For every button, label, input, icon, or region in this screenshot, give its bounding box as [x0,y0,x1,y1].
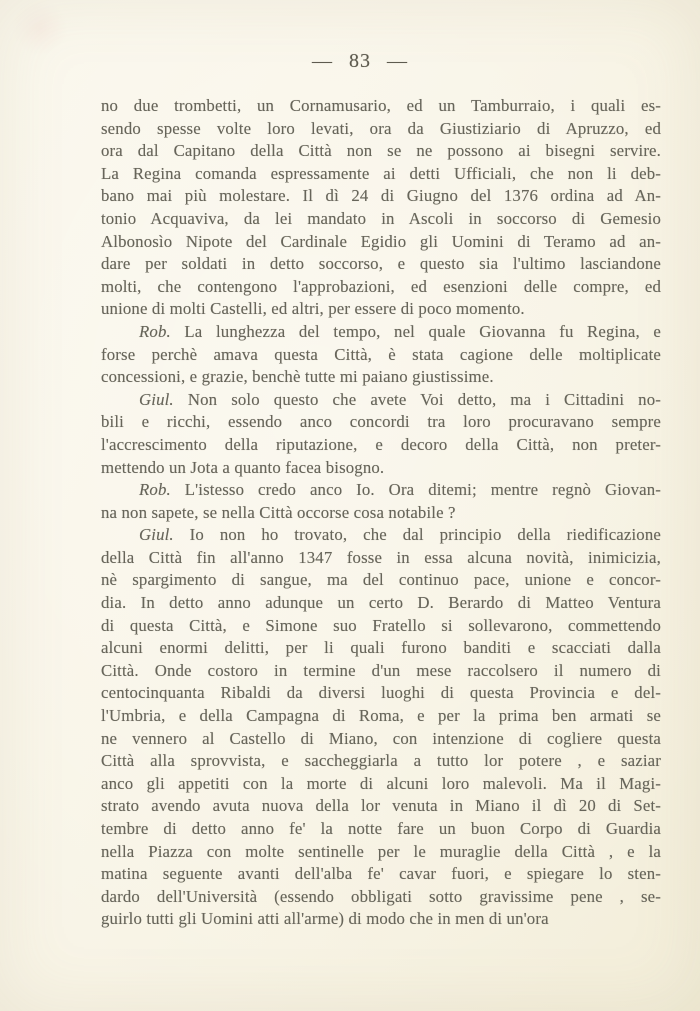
text-line: dia. In detto anno adunque un certo D. Berardo di Matteo Ventura [101,593,661,613]
text-line: Rob. L'istesso credo anco Io. Ora ditemi; mentre regnò Giovan- [139,480,661,500]
text-line: concessioni, e grazie, benchè tutte mi paiano giustissime. [101,367,494,387]
text-line: tembre di detto anno fe' la notte fare un buon Corpo di Guardia [101,819,661,838]
speaker-label: Rob. [139,480,171,500]
text-line: ora dal Capitano della Città non se ne possono ai bisegni servire. [101,141,661,161]
text-line: matina seguente avanti dell'alba fe' cavar fuori, e spiegare lo sten- [101,864,661,884]
text-line: Albonosìo Nipote del Cardinale Egidio gli Uomini di Teramo ad an- [101,231,661,251]
text-line: nè spargimento di sangue, ma del continuo pace, unione e concor- [101,570,661,590]
text-line: alcuni enormi delitti, per li quali furono banditi e scacciati dalla [101,638,661,658]
text-line: dare per soldati in detto soccorso, e questo sia l'ultimo lasciandone [101,254,661,274]
speaker-label: Rob. [139,321,171,341]
text-line: ne vennero al Castello di Miano, con intenzione di cogliere questa [101,728,661,748]
text-line: Rob. La lunghezza del tempo, nel quale Giovanna fu Regina, e [139,321,661,341]
text-line: Giul. Non solo questo che avete Voi detto, ma i Cittadini no- [139,389,661,409]
text-line: no due trombetti, un Cornamusario, ed un Tamburraio, i quali es- [101,96,661,115]
text-line: bili e ricchi, essendo anco concordi tra loro procuravano sempre [101,412,661,432]
text-line: forse perchè amava questa Città, è stata cagione delle moltiplicate [101,344,661,364]
text-line: Città. Onde costoro in termine d'un mese raccolsero il numero di [101,660,661,680]
text-line: Giul. Io non ho trovato, che dal principio della riedificazione [139,525,661,545]
text-line: centocinquanta Ribaldi da diversi luoghi di questa Provincia e del- [101,683,661,703]
text-line: dardo dell'Università (essendo obbligati sotto gravissime pene , se- [101,886,661,906]
text-line: mettendo un Jota a quanto facea bisogno. [101,457,385,477]
text-line: La Regina comanda espressamente ai detti Ufficiali, che non li deb- [101,163,661,183]
speaker-label: Giul. [139,525,174,545]
text-line: l'Umbria, e della Campagna di Roma, e per la prima ben armati se [101,706,661,726]
text-line: sendo spesse volte loro levati, ora da Giustiziario di Apruzzo, ed [101,118,661,138]
text-line: nella Piazza con molte sentinelle per le muraglie della Città , e la [101,841,661,861]
text-line: tonio Acquaviva, da lei mandato in Ascoli in soccorso di Gemesio [101,208,661,228]
text-line: di questa Città, e Simone suo Fratello si sollevarono, commettendo [101,615,661,635]
text-line: anco gli appetiti con la morte di alcuni loro malevoli. Ma il Magi- [101,773,661,793]
text-line: unione di molti Castelli, ed altri, per essere di poco momento. [101,299,525,319]
text-line: Città alla sprovvista, e saccheggiarla a tutto lor potere , e saziar [101,751,661,771]
text-line: molti, che contengono l'approbazioni, ed esenzioni delle compre, ed [101,276,661,296]
speaker-label: Giul. [139,389,174,409]
text-line: bano mai più molestare. Il dì 24 di Giugno del 1376 ordina ad An- [101,186,661,206]
text-line: l'accrescimento della riputazione, e decoro della Città, non preter- [101,434,661,454]
page-number: — 83 — [312,50,408,72]
text-line: guirlo tutti gli Uomini atti all'arme) di modo che in men di un'ora [101,909,549,929]
text-line: strato avendo avuta nuova della lor venuta in Miano il dì 20 di Set- [101,796,661,816]
text-line: della Città fin all'anno 1347 fosse in essa alcuna novità, inimicizia, [101,547,661,567]
text-block [101,95,661,931]
text-line: na non sapete, se nella Città occorse cosa notabile ? [101,502,456,522]
